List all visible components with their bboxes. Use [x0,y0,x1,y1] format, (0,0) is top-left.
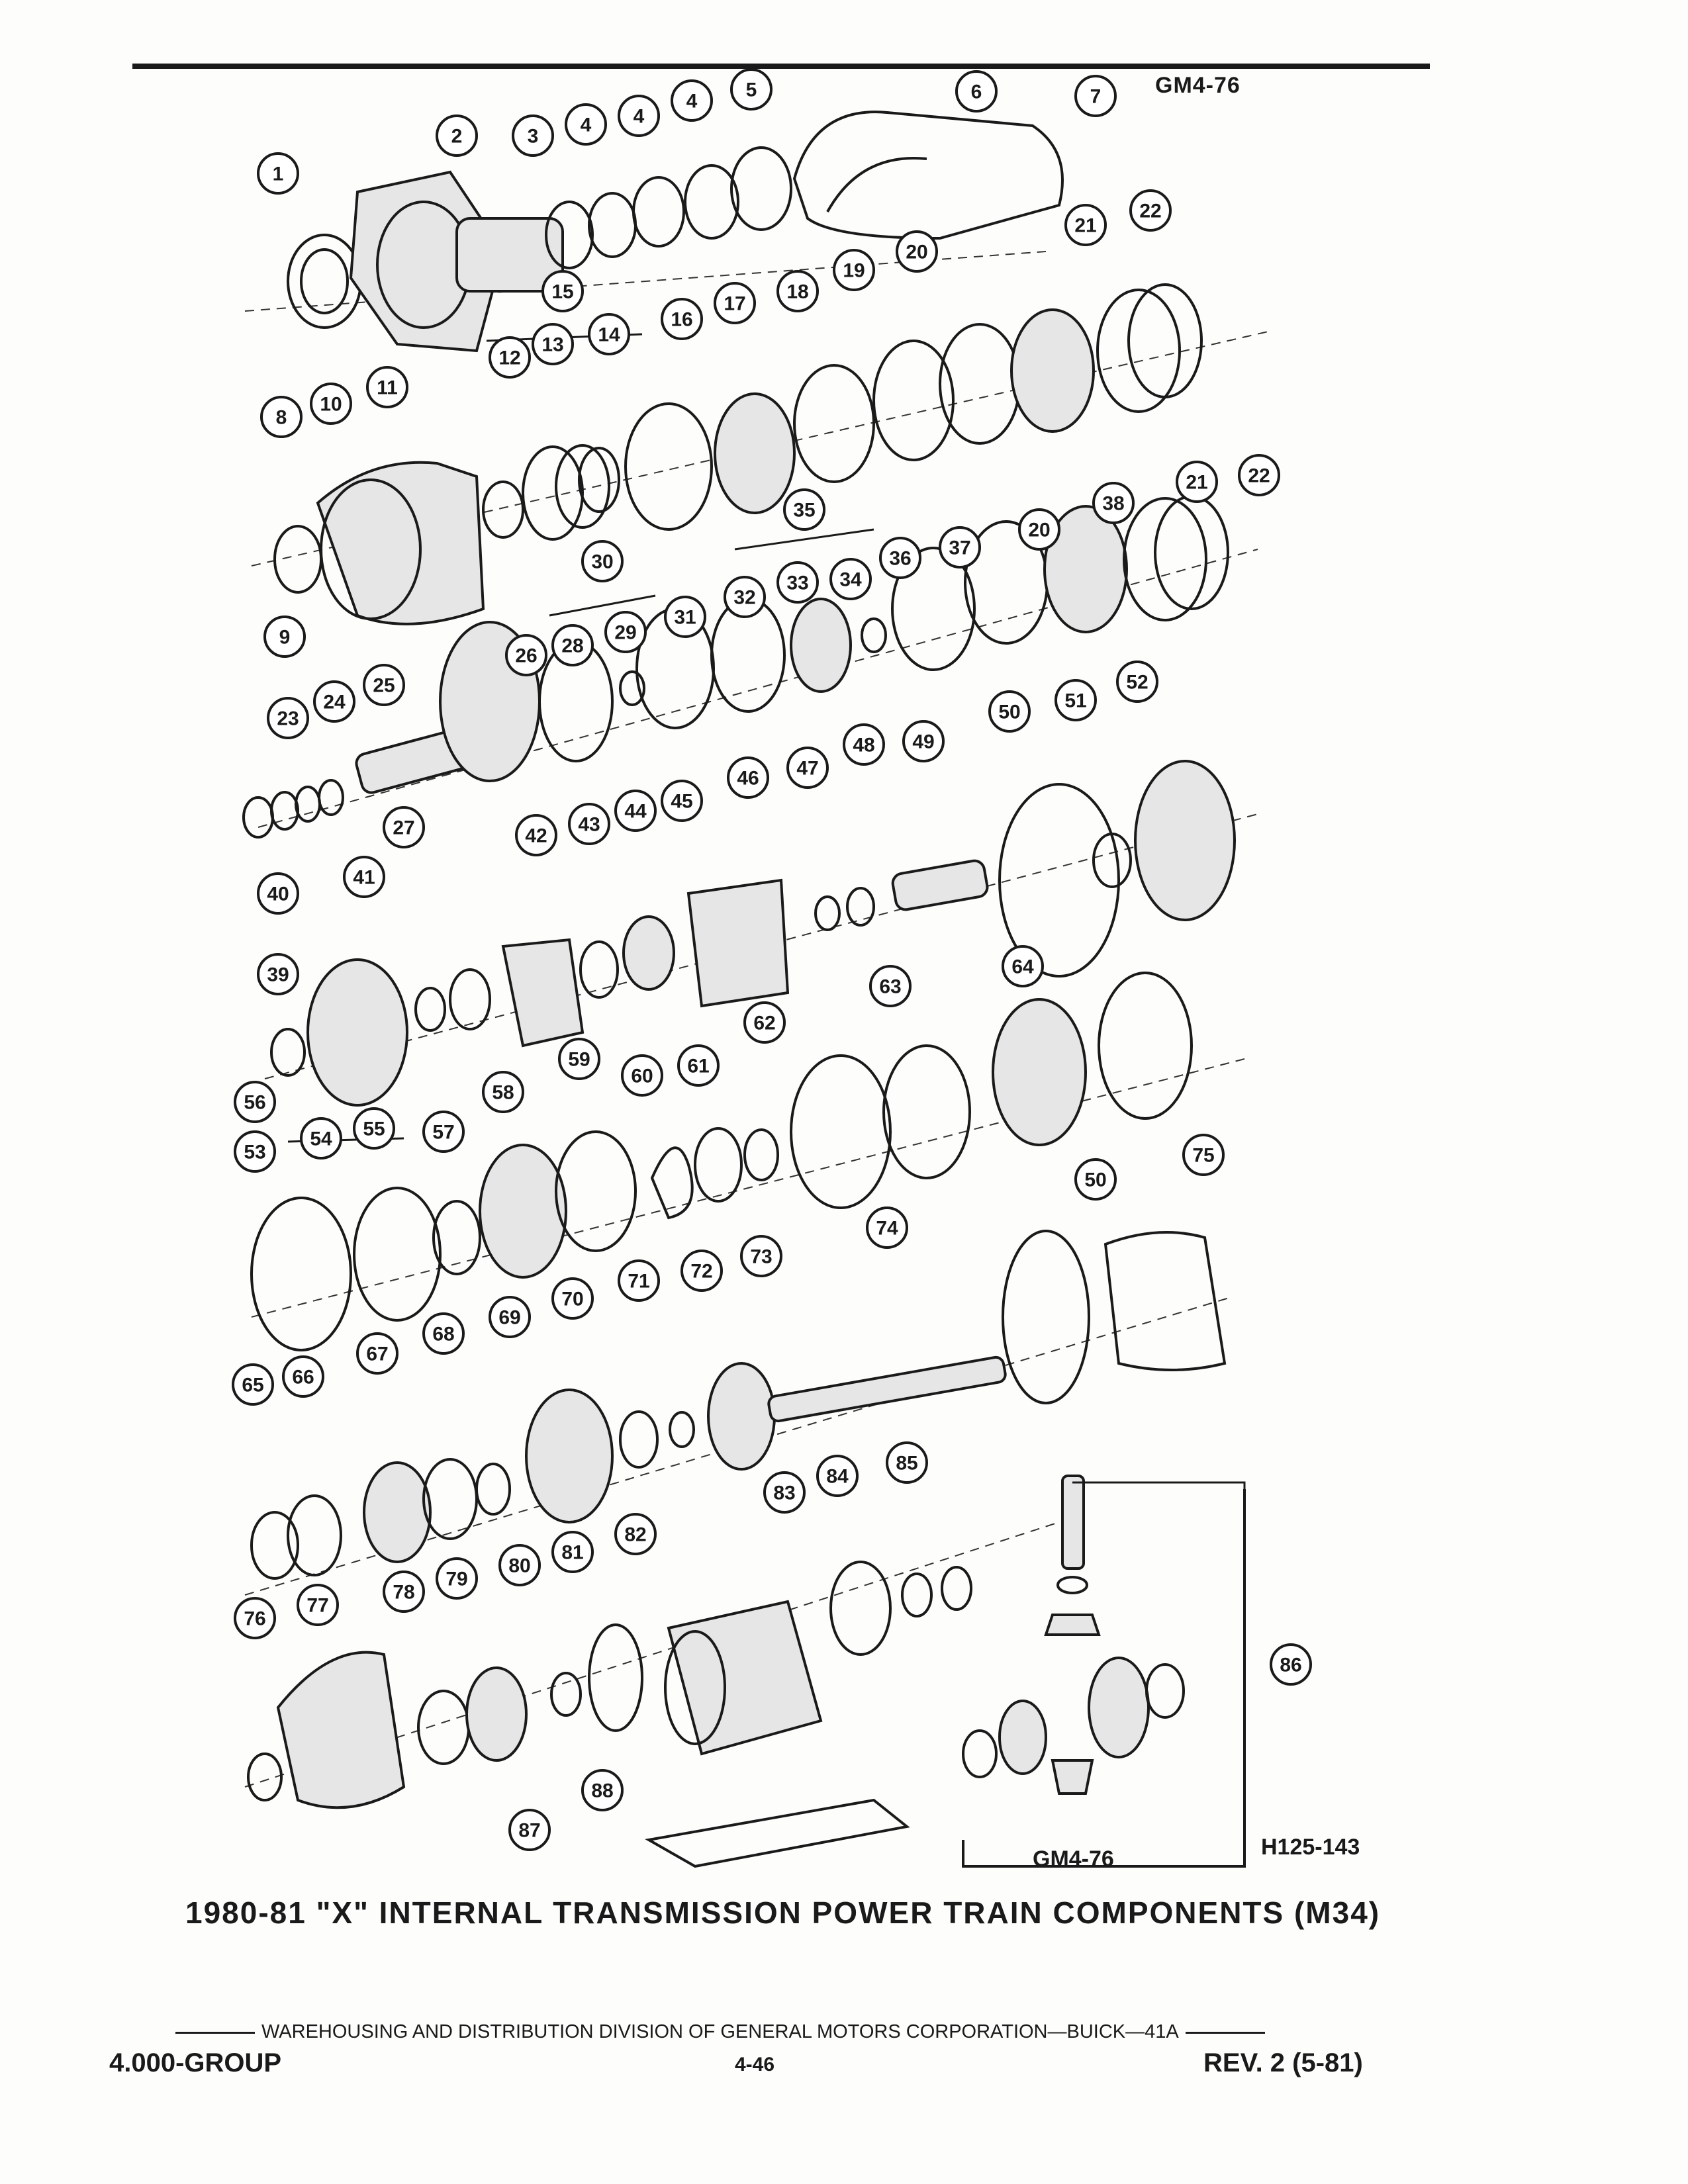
callout-label: 39 [267,964,289,986]
callout-17 [715,283,755,323]
figure-code-bottom: GM4-76 [1033,1846,1114,1872]
callout-10 [311,384,351,424]
callout-30 [583,541,622,581]
callout-label: 50 [1084,1169,1107,1191]
callout-73 [741,1236,781,1276]
figure-code-top: GM4-76 [1155,73,1241,98]
callout-label: 49 [912,731,935,753]
callout-label: 84 [826,1465,849,1488]
footer-division-text: WAREHOUSING AND DISTRIBUTION DIVISION OF GENERAL MOTORS CORPORATION—BUICK—41A [261,2021,1179,2042]
callout-4 [619,96,659,136]
footer-revision: REV. 2 (5-81) [1203,2048,1363,2077]
callout-22 [1131,191,1170,230]
callout-label: 88 [591,1780,614,1802]
callout-label: 58 [492,1081,514,1104]
callout-2 [437,116,477,156]
callout-13 [533,324,573,364]
callout-label: 60 [631,1065,653,1087]
callout-label: 81 [561,1541,584,1564]
footer-dash-left [175,2032,255,2034]
callout-83 [765,1473,804,1512]
callout-label: 38 [1102,492,1125,515]
callout-label: 64 [1011,956,1034,978]
callout-62 [745,1003,784,1042]
callout-61 [679,1046,718,1085]
callout-59 [559,1039,599,1079]
callout-21 [1177,462,1217,502]
figure-caption: 1980-81 "X" INTERNAL TRANSMISSION POWER TRAIN COMPONENTS (M34) [185,1895,1381,1930]
callout-label: 69 [498,1306,521,1329]
callout-label: 67 [366,1343,389,1365]
callout-label: 21 [1186,471,1208,494]
callout-47 [788,748,827,788]
callout-34 [831,559,870,599]
callout-label: 24 [323,691,346,713]
callout-26 [506,635,546,675]
callout-46 [728,758,768,797]
callout-label: 14 [598,324,620,346]
callout-70 [553,1279,592,1318]
callout-label: 82 [624,1524,647,1546]
callout-label: 70 [561,1288,584,1310]
callout-label: 83 [773,1482,796,1504]
callout-label: 76 [244,1608,266,1630]
callout-label: 7 [1090,85,1102,108]
callout-label: 55 [363,1118,385,1140]
callout-21 [1066,205,1105,245]
callout-label: 18 [786,281,809,303]
callout-31 [665,597,705,637]
callout-label: 19 [843,259,865,282]
callout-15 [543,271,583,311]
callout-4 [672,81,712,120]
callout-label: 56 [244,1091,266,1114]
callout-label: 42 [525,825,547,847]
callout-label: 15 [551,281,574,303]
callout-57 [424,1112,463,1152]
callout-3 [513,116,553,156]
callout-label: 4 [580,114,592,136]
callout-label: 57 [432,1121,455,1144]
callout-88 [583,1770,622,1810]
callout-80 [500,1545,539,1585]
callout-66 [283,1357,323,1396]
callout-77 [298,1585,338,1625]
callout-label: 66 [292,1366,314,1388]
callout-label: 33 [786,572,809,594]
callout-76 [235,1598,275,1638]
callout-label: 77 [306,1594,329,1617]
callout-42 [516,815,556,855]
callout-45 [662,781,702,821]
callout-7 [1076,76,1115,116]
callout-25 [364,665,404,705]
callout-20 [897,232,937,271]
footer-group: 4.000-GROUP [109,2048,282,2077]
callout-label: 11 [377,377,398,399]
callout-label: 10 [320,393,342,416]
callout-label: 87 [518,1819,541,1842]
callout-label: 74 [876,1217,898,1240]
callout-label: 22 [1139,200,1162,222]
callout-28 [553,625,592,665]
callout-label: 16 [671,308,693,331]
callout-label: 79 [445,1568,468,1590]
callout-9 [265,617,305,657]
callout-label: 52 [1126,671,1149,694]
callout-72 [682,1251,722,1291]
callout-55 [354,1109,394,1148]
callout-label: 53 [244,1141,266,1163]
callout-label: 50 [998,701,1021,723]
callout-11 [367,367,407,407]
callout-75 [1184,1135,1223,1175]
callout-label: 63 [879,976,902,998]
callout-56 [235,1082,275,1122]
callout-label: 78 [393,1581,415,1604]
callout-label: 45 [671,790,693,813]
callout-12 [490,338,530,377]
callout-label: 51 [1064,690,1087,712]
callout-label: 47 [796,757,819,780]
callout-78 [384,1572,424,1612]
callout-16 [662,299,702,339]
footer-page-number: 4-46 [735,2054,775,2075]
callout-1 [258,154,298,193]
callout-label: 43 [578,813,600,836]
callout-label: 2 [451,125,463,148]
callout-74 [867,1208,907,1248]
callout-5 [731,69,771,109]
callout-63 [870,966,910,1006]
callout-label: 20 [1028,519,1051,541]
callout-65 [233,1365,273,1404]
callout-50 [990,692,1029,731]
callout-38 [1094,483,1133,523]
callout-82 [616,1514,655,1554]
callout-label: 71 [628,1270,650,1293]
callout-label: 6 [970,81,982,103]
callout-68 [424,1314,463,1353]
callout-36 [880,538,920,578]
callout-label: 34 [839,569,862,591]
callout-label: 5 [745,79,757,101]
callout-86 [1271,1645,1311,1684]
callout-label: 65 [242,1374,264,1396]
callout-label: 73 [750,1246,773,1268]
callout-64 [1003,946,1043,986]
callout-81 [553,1532,592,1572]
callout-71 [619,1261,659,1300]
callout-label: 30 [591,551,614,573]
callout-19 [834,250,874,290]
callout-44 [616,791,655,831]
callout-32 [725,577,765,617]
callout-label: 9 [279,626,291,649]
callout-54 [301,1118,341,1158]
callout-58 [483,1072,523,1112]
callout-label: 35 [793,499,816,522]
callout-87 [510,1810,549,1850]
callout-85 [887,1443,927,1482]
callout-39 [258,954,298,994]
callout-label: 36 [889,547,912,570]
callout-label: 48 [853,734,875,756]
callout-24 [314,682,354,721]
callout-label: 1 [272,163,284,185]
callout-label: 59 [568,1048,590,1071]
callout-label: 28 [561,635,584,657]
callout-35 [784,490,824,529]
callout-14 [589,314,629,354]
callout-label: 17 [724,293,746,315]
footer-division [169,2021,1272,2043]
callout-6 [957,71,996,111]
callout-label: 27 [393,817,415,839]
callout-label: 13 [541,334,564,356]
callout-69 [490,1297,530,1337]
callout-label: 25 [373,674,395,697]
callout-29 [606,612,645,652]
callout-label: 72 [690,1260,713,1283]
callout-label: 23 [277,707,299,730]
footer-dash-right [1186,2032,1265,2034]
callout-37 [940,527,980,567]
callout-label: 37 [949,537,971,559]
callout-label: 46 [737,767,759,790]
callout-label: 20 [906,241,928,263]
callout-53 [235,1132,275,1171]
callout-label: 85 [896,1452,918,1475]
callout-label: 32 [733,586,756,609]
callout-20 [1019,510,1059,549]
callout-52 [1117,662,1157,702]
callout-label: 29 [614,621,637,644]
callout-49 [904,721,943,761]
callout-label: 31 [674,606,696,629]
callout-48 [844,725,884,764]
callout-label: 4 [686,90,698,113]
callout-label: 54 [310,1128,332,1150]
callout-18 [778,271,818,311]
callout-label: 26 [515,645,538,667]
callout-label: 22 [1248,465,1270,487]
callout-label: 12 [498,347,521,369]
callout-label: 75 [1192,1144,1215,1167]
callout-8 [261,397,301,437]
callout-51 [1056,680,1096,720]
callout-27 [384,807,424,847]
callout-label: 80 [508,1555,531,1577]
callout-41 [344,857,384,897]
callout-label: 4 [633,105,645,128]
callout-23 [268,698,308,738]
callout-33 [778,563,818,602]
callout-label: 41 [353,866,375,889]
callout-label: 8 [275,406,287,429]
callout-label: 61 [687,1055,710,1077]
callout-22 [1239,455,1279,495]
callout-label: 44 [624,800,647,823]
callout-label: 40 [267,883,289,905]
callout-50 [1076,1160,1115,1199]
callout-60 [622,1056,662,1095]
callout-label: 62 [753,1012,776,1034]
callout-84 [818,1456,857,1496]
callout-40 [258,874,298,913]
callout-43 [569,804,609,844]
figure-reference: H125-143 [1261,1835,1360,1860]
callout-label: 86 [1280,1654,1302,1676]
callout-4 [566,105,606,144]
callout-label: 21 [1074,214,1097,237]
callout-79 [437,1559,477,1598]
callout-label: 3 [527,125,539,148]
callout-67 [357,1334,397,1373]
callout-label: 68 [432,1323,455,1345]
